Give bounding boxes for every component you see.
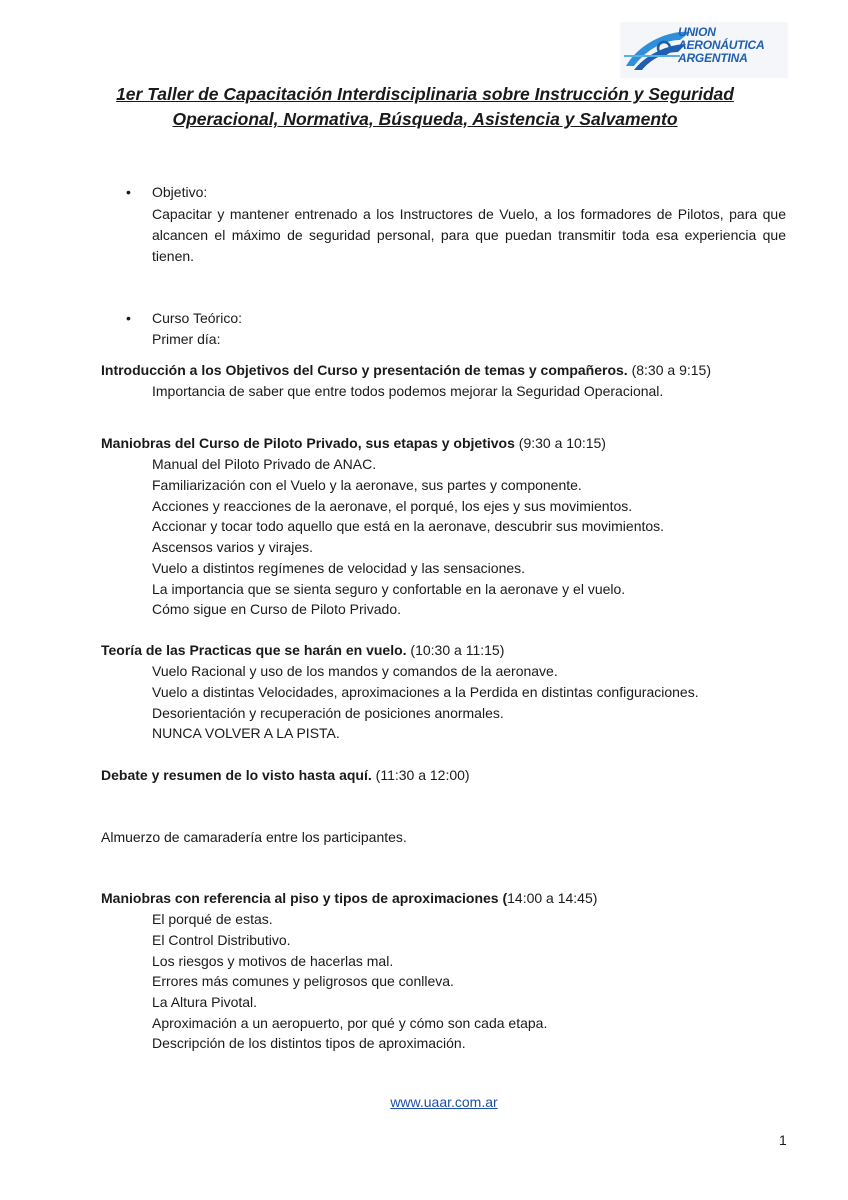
- section-3-item: Desorientación y recuperación de posiciones anormales.: [152, 705, 504, 721]
- section-1-heading: [101, 362, 711, 378]
- section-5-item: Errores más comunes y peligrosos que conlleva.: [152, 973, 454, 989]
- section-3-item: Vuelo a distintas Velocidades, aproximaciones a la Perdida en distintas configuraciones.: [152, 684, 699, 700]
- lunch-text: Almuerzo de camaradería entre los participantes.: [101, 829, 407, 845]
- section-2-item: Accionar y tocar todo aquello que está en la aeronave, descubrir sus movimientos.: [152, 518, 665, 534]
- section-5-item: Descripción de los distintos tipos de aproximación.: [152, 1035, 466, 1051]
- section-3-time: (10:30 a 11:15): [406, 642, 505, 658]
- section-5-title: Maniobras con referencia al piso y tipos de aproximaciones (: [101, 890, 508, 906]
- section-3-heading: [101, 642, 504, 658]
- title-line-2: Operacional, Normativa, Búsqueda, Asistencia y Salvamento: [172, 109, 678, 129]
- section-5-item: El porqué de estas.: [152, 911, 273, 927]
- section-3-item: Vuelo Racional y uso de los mandos y comandos de la aeronave.: [152, 663, 558, 679]
- section-2-item: Familiarización con el Vuelo y la aeronave, sus partes y componente.: [152, 477, 582, 493]
- section-5-item: Aproximación a un aeropuerto, por qué y cómo son cada etapa.: [152, 1015, 548, 1031]
- objetivo-text: Capacitar y mantener entrenado a los Instructores de Vuelo, a los formadores de Pilotos, para que alcancen el máximo de seguridad personal, para que puedan transmitir toda esa experiencia que tienen.: [152, 206, 786, 264]
- section-2-item: Ascensos varios y virajes.: [152, 539, 314, 555]
- logo-line-3: ARGENTINA: [678, 51, 748, 65]
- section-3-title: Teoría de las Practicas que se harán en vuelo.: [101, 642, 407, 658]
- section-5-heading: [101, 890, 597, 906]
- section-4-title: Debate y resumen de lo visto hasta aquí.: [101, 767, 372, 783]
- section-2-item: La importancia que se sienta seguro y confortable en la aeronave y el vuelo.: [152, 581, 626, 597]
- section-2-item: Manual del Piloto Privado de ANAC.: [152, 456, 377, 472]
- objetivo-label: Objetivo:: [152, 184, 208, 200]
- website-link[interactable]: www.uaar.com.ar: [390, 1094, 498, 1110]
- page-number: 1: [779, 1132, 787, 1148]
- section-1-title: Introducción a los Objetivos del Curso y presentación de temas y compañeros.: [101, 362, 628, 378]
- logo-line-2: AERONÁUTICA: [678, 38, 765, 52]
- curso-label: Curso Teórico:: [152, 310, 243, 326]
- title-line-1: 1er Taller de Capacitación Interdisciplinaria sobre Instrucción y Seguridad: [116, 84, 734, 104]
- bullet-icon: •: [126, 310, 131, 326]
- section-2-title: Maniobras del Curso de Piloto Privado, sus etapas y objetivos: [101, 435, 515, 451]
- logo-line-1: UNION: [678, 25, 716, 39]
- curso-day: Primer día:: [152, 331, 221, 347]
- section-5-time: 14:00 a 14:45): [507, 890, 598, 906]
- section-4-time: (11:30 a 12:00): [371, 767, 470, 783]
- section-2-item: Vuelo a distintos regímenes de velocidad y las sensaciones.: [152, 560, 526, 576]
- section-2-heading: [101, 435, 606, 451]
- section-1-time: (8:30 a 9:15): [627, 362, 711, 378]
- section-5-item: La Altura Pivotal.: [152, 994, 258, 1010]
- bullet-icon: •: [126, 184, 131, 200]
- section-4-heading: [101, 767, 470, 783]
- section-2-item: Cómo sigue en Curso de Piloto Privado.: [152, 601, 402, 617]
- section-3-item: NUNCA VOLVER A LA PISTA.: [152, 725, 340, 741]
- page-title: [100, 82, 750, 132]
- section-2-item: Acciones y reacciones de la aeronave, el porqué, los ejes y sus movimientos.: [152, 498, 633, 514]
- section-1-item: Importancia de saber que entre todos podemos mejorar la Seguridad Operacional.: [152, 383, 664, 399]
- uaar-logo: [620, 22, 788, 78]
- logo-text: [678, 26, 764, 65]
- section-5-item: El Control Distributivo.: [152, 932, 291, 948]
- section-2-time: (9:30 a 10:15): [514, 435, 606, 451]
- section-5-item: Los riesgos y motivos de hacerlas mal.: [152, 953, 394, 969]
